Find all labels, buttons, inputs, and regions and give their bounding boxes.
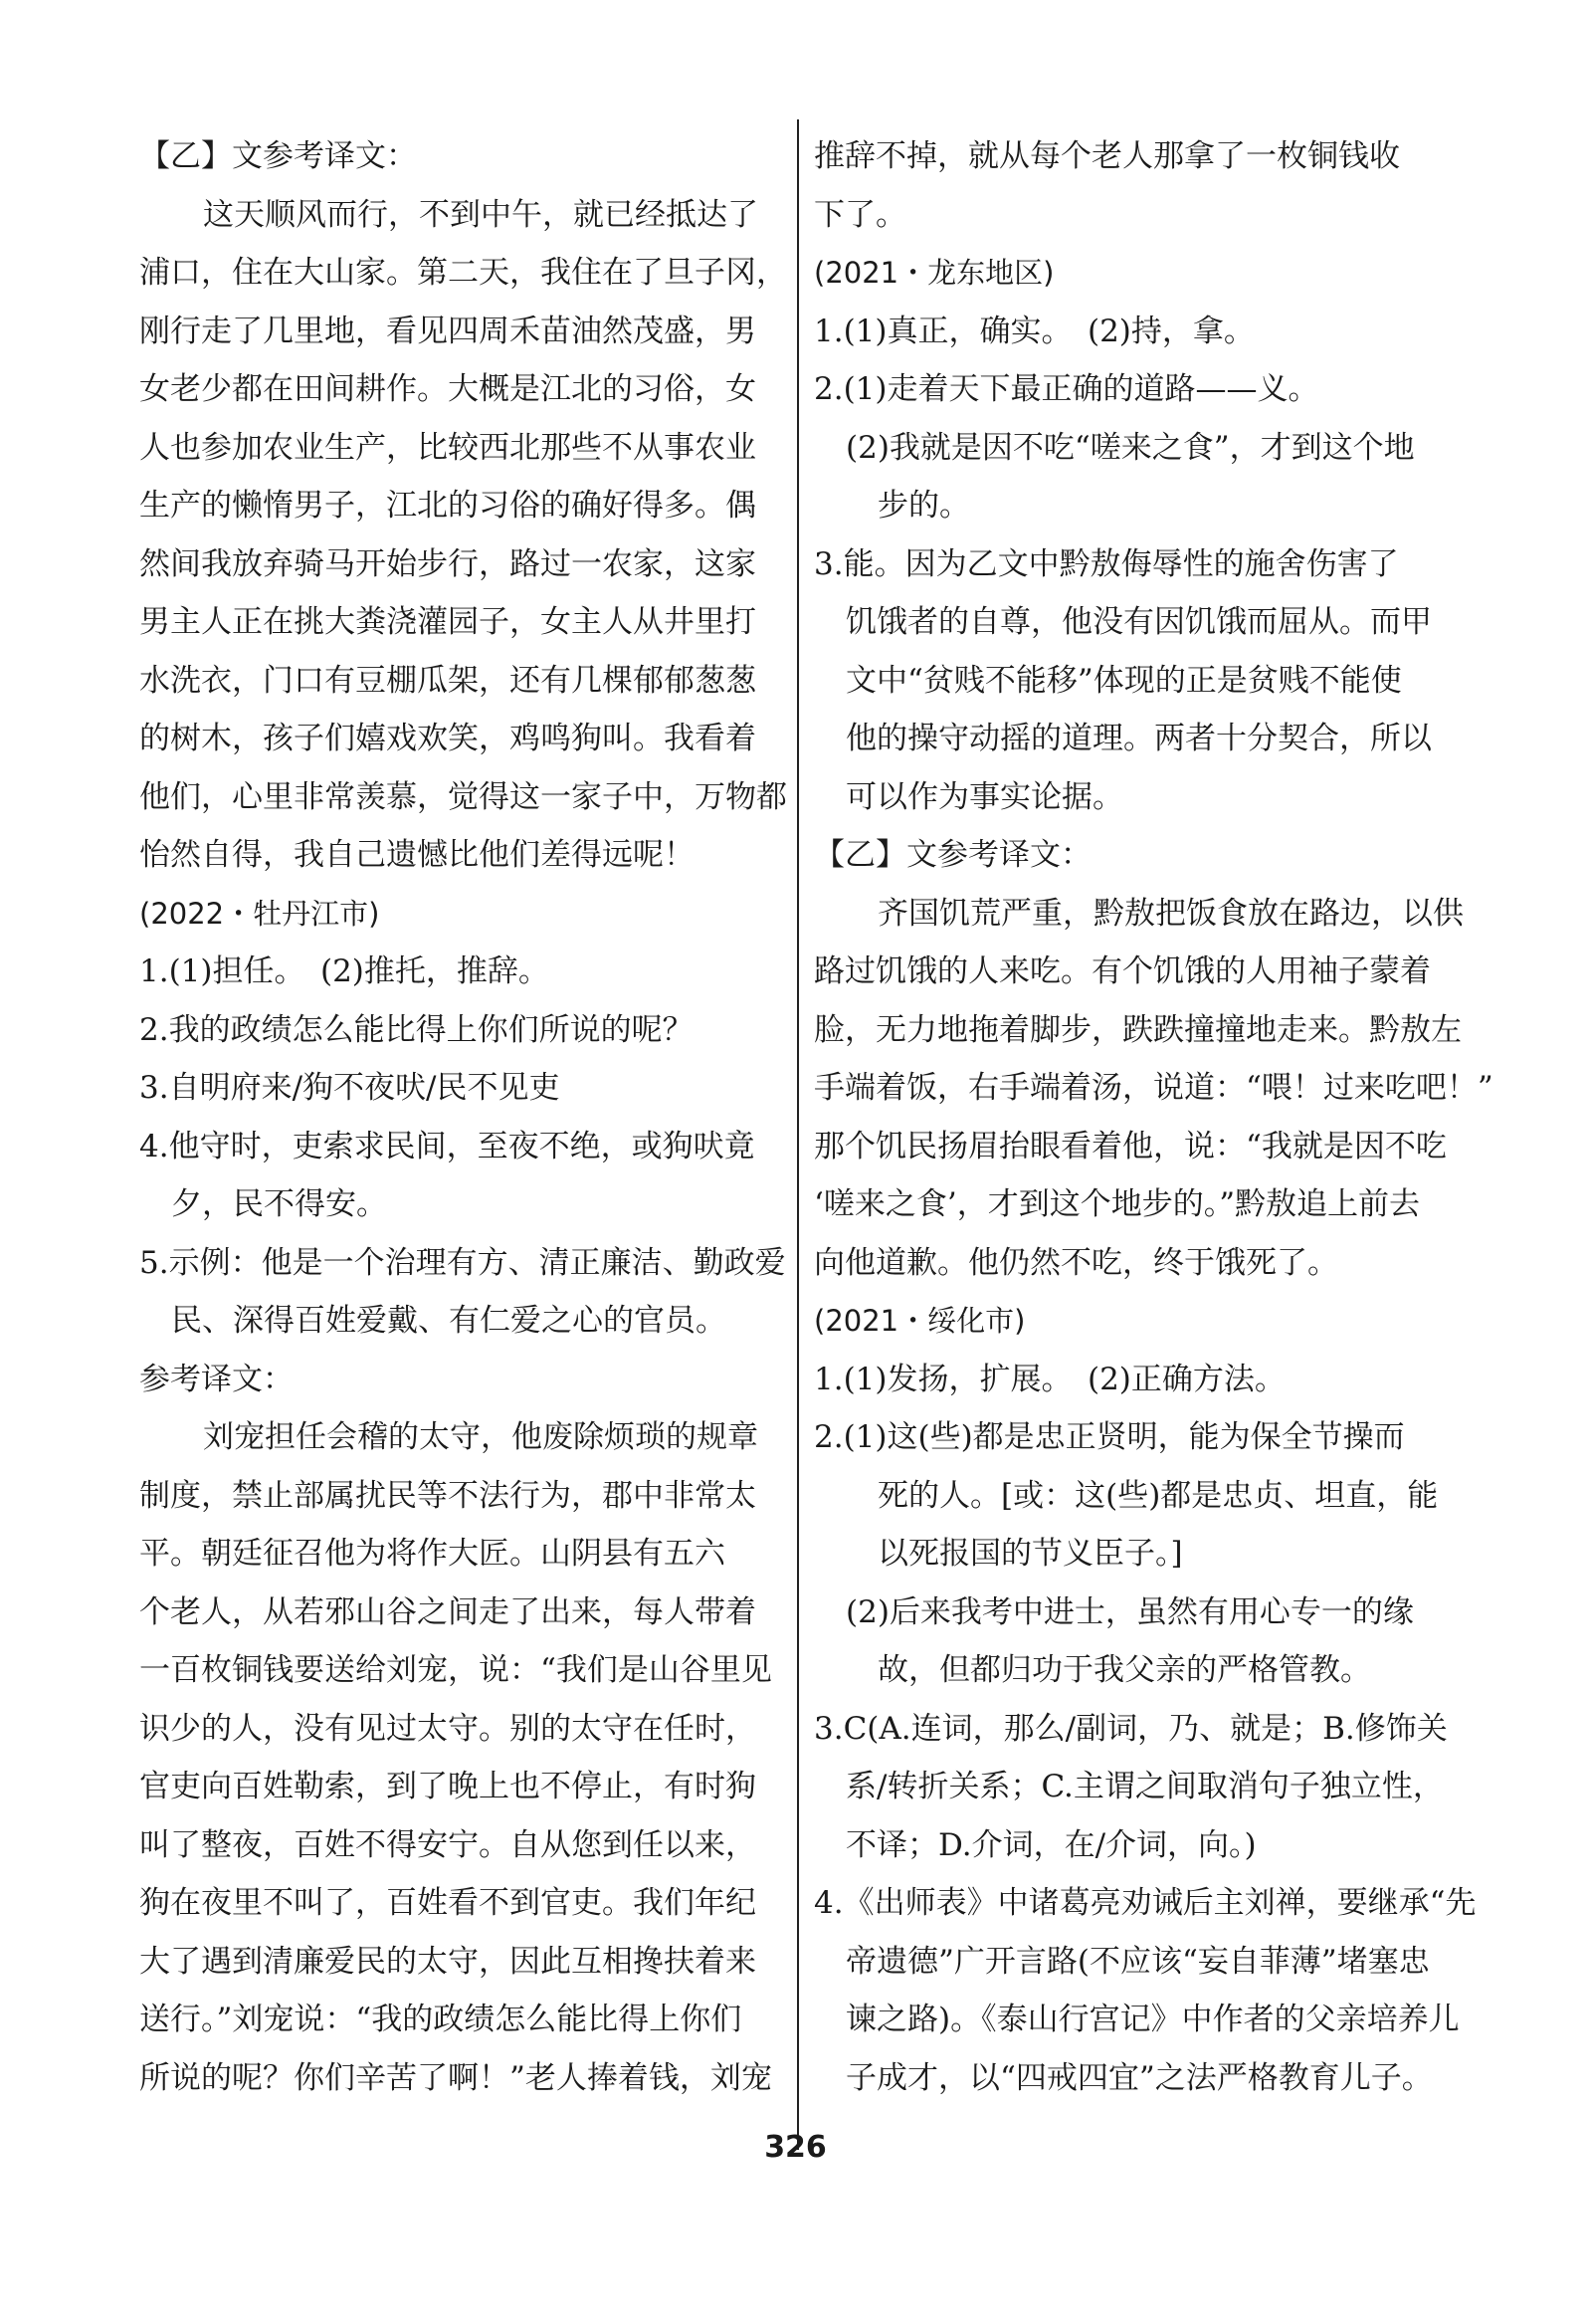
translation-line: 齐国饥荒严重，黔敖把饭食放在路边，以供 xyxy=(878,895,1464,932)
translation-line: 他们，心里非常羡慕，觉得这一家子中，万物都 xyxy=(139,778,787,815)
translation-line: 官吏向百姓勒索，到了晚上也不停止，有时狗 xyxy=(139,1769,756,1804)
answer-line: (2)我就是因不吃“嗟来之食”，才到这个地 xyxy=(846,429,1415,466)
answer-line: 夕，民不得安。 xyxy=(171,1186,387,1222)
answer-line: 饥饿者的自尊，他没有因饥饿而屈从。而甲 xyxy=(846,604,1432,640)
exam-source: (2022・牡丹江市) xyxy=(139,896,380,931)
translation-line: 平。朝廷征召他为将作大匠。山阴县有五六 xyxy=(139,1536,725,1572)
answer-line: 3.C(A.连词，那么/副词，乃、就是；B.修饰关 xyxy=(814,1710,1448,1747)
translation-line: 狗在夜里不叫了，百姓看不到官吏。我们年纪 xyxy=(139,1885,756,1921)
section-heading: 【乙】文参考译文： xyxy=(139,138,417,174)
translation-line: 浦口，住在大山家。第二天，我住在了旦子冈， xyxy=(139,255,787,291)
translation-line: 男主人正在挑大粪浇灌园子，女主人从井里打 xyxy=(139,604,756,640)
translation-line: 送行。”刘宠说：“我的政绩怎么能比得上你们 xyxy=(139,2002,742,2037)
answer-line: (2)后来我考中进士，虽然有用心专一的缘 xyxy=(846,1593,1414,1630)
answer-line: 1.(1)真正，确实。 (2)持，拿。 xyxy=(814,313,1255,349)
left-column xyxy=(139,127,786,2107)
translation-line: 那个饥民扬眉抬眼看着他，说：“我就是因不吃 xyxy=(814,1128,1447,1164)
answer-line: 不译；D.介词，在/介词，向。) xyxy=(846,1826,1257,1863)
translation-line: 刚行走了几里地，看见四周禾苗油然茂盛，男 xyxy=(139,313,756,349)
answer-line: 帝遗德”广开言路(不应该“妄自菲薄”堵塞忠 xyxy=(846,1943,1430,1980)
translation-line: 识少的人，没有见过太守。别的太守在任时， xyxy=(139,1710,756,1747)
translation-line: 路过饥饿的人来吃。有个饥饿的人用袖子蒙着 xyxy=(814,953,1431,989)
translation-line: 水洗衣，门口有豆棚瓜架，还有几棵郁郁葱葱 xyxy=(139,662,756,699)
right-column xyxy=(814,127,1493,2107)
answer-line: 4.《出师表》中诸葛亮劝诫后主刘禅，要继承“先 xyxy=(814,1885,1477,1921)
translation-line: 女老少都在田间耕作。大概是江北的习俗，女 xyxy=(139,371,756,407)
answer-line: 3.能。因为乙文中黔敖侮辱性的施舍伤害了 xyxy=(814,545,1399,582)
column-divider xyxy=(797,119,799,2150)
answer-line: 1.(1)发扬，扩展。 (2)正确方法。 xyxy=(814,1361,1286,1397)
answer-line: 可以作为事实论据。 xyxy=(846,778,1123,815)
translation-line: 刘宠担任会稽的太守，他废除烦琐的规章 xyxy=(203,1419,758,1455)
translation-line: 生产的懒惰男子，江北的习俗的确好得多。偶 xyxy=(139,488,756,524)
answer-line: 步的。 xyxy=(878,488,970,524)
translation-line: 的树木，孩子们嬉戏欢笑，鸡鸣狗叫。我看着 xyxy=(139,721,756,756)
translation-line: 向他道歉。他仍然不吃，终于饿死了。 xyxy=(814,1244,1338,1281)
answer-line: 他的操守动摇的道理。两者十分契合，所以 xyxy=(846,721,1432,756)
answer-line: 谏之路)。《泰山行宫记》中作者的父亲培养儿 xyxy=(846,2002,1460,2037)
exam-source: (2021・龙东地区) xyxy=(814,256,1055,290)
answer-line: 2.(1)这(些)都是忠正贤明，能为保全节操而 xyxy=(814,1419,1405,1455)
section-heading: 【乙】文参考译文： xyxy=(814,837,1092,873)
translation-line: 大了遇到清廉爱民的太守，因此互相搀扶着来 xyxy=(139,1943,756,1980)
answer-line: 死的人。[或：这(些)都是忠贞、坦直，能 xyxy=(878,1477,1439,1514)
translation-line: ‘嗟来之食’，才到这个地步的。”黔敖追上前去 xyxy=(814,1186,1421,1222)
translation-line: 个老人，从若邪山谷之间走了出来，每人带着 xyxy=(139,1593,756,1630)
answer-line: 文中“贫贱不能移”体现的正是贫贱不能使 xyxy=(846,662,1402,699)
answer-line: 4.他守时，吏索求民间，至夜不绝，或狗吠竟 xyxy=(139,1128,755,1164)
translation-line: 下了。 xyxy=(814,196,906,233)
translation-line: 推辞不掉，就从每个老人那拿了一枚铜钱收 xyxy=(814,138,1400,174)
translation-line: 叫了整夜，百姓不得安宁。自从您到任以来， xyxy=(139,1826,756,1863)
answer-line: 故，但都归功于我父亲的严格管教。 xyxy=(878,1652,1371,1688)
translation-line: 手端着饭，右手端着汤，说道：“喂！过来吃吧！” xyxy=(814,1070,1493,1106)
answer-line: 3.自明府来/狗不夜吠/民不见吏 xyxy=(139,1070,560,1106)
answer-line: 2.我的政绩怎么能比得上你们所说的呢？ xyxy=(139,1011,694,1048)
translation-line: 一百枚铜钱要送给刘宠，说：“我们是山谷里见 xyxy=(139,1652,772,1688)
answer-line: 2.(1)走着天下最正确的道路——义。 xyxy=(814,371,1319,407)
translation-line: 人也参加农业生产，比较西北那些不从事农业 xyxy=(139,429,756,466)
translation-line: 这天顺风而行，不到中午，就已经抵达了 xyxy=(203,196,758,233)
translation-line: 怡然自得，我自己遗憾比他们差得远呢！ xyxy=(139,837,695,873)
translation-line: 然间我放弃骑马开始步行，路过一农家，这家 xyxy=(139,545,756,582)
answer-line: 系/转折关系；C.主谓之间取消句子独立性， xyxy=(846,1769,1444,1804)
page-number: 326 xyxy=(764,2130,827,2165)
answer-line: 5.示例：他是一个治理有方、清正廉洁、勤政爱 xyxy=(139,1244,786,1281)
exam-source: (2021・绥化市) xyxy=(814,1304,1026,1338)
answer-line: 子成才，以“四戒四宜”之法严格教育儿子。 xyxy=(846,2059,1433,2096)
answer-line: 民、深得百姓爱戴、有仁爱之心的官员。 xyxy=(171,1303,726,1339)
answer-line: 以死报国的节义臣子。] xyxy=(878,1536,1183,1572)
section-heading: 参考译文： xyxy=(139,1361,294,1397)
translation-line: 所说的呢？你们辛苦了啊！”老人捧着钱，刘宠 xyxy=(139,2059,772,2096)
translation-line: 制度，禁止部属扰民等不法行为，郡中非常太 xyxy=(139,1477,756,1514)
translation-line: 脸，无力地拖着脚步，跌跌撞撞地走来。黔敖左 xyxy=(814,1011,1462,1048)
answer-line: 1.(1)担任。 (2)推托，推辞。 xyxy=(139,953,549,989)
